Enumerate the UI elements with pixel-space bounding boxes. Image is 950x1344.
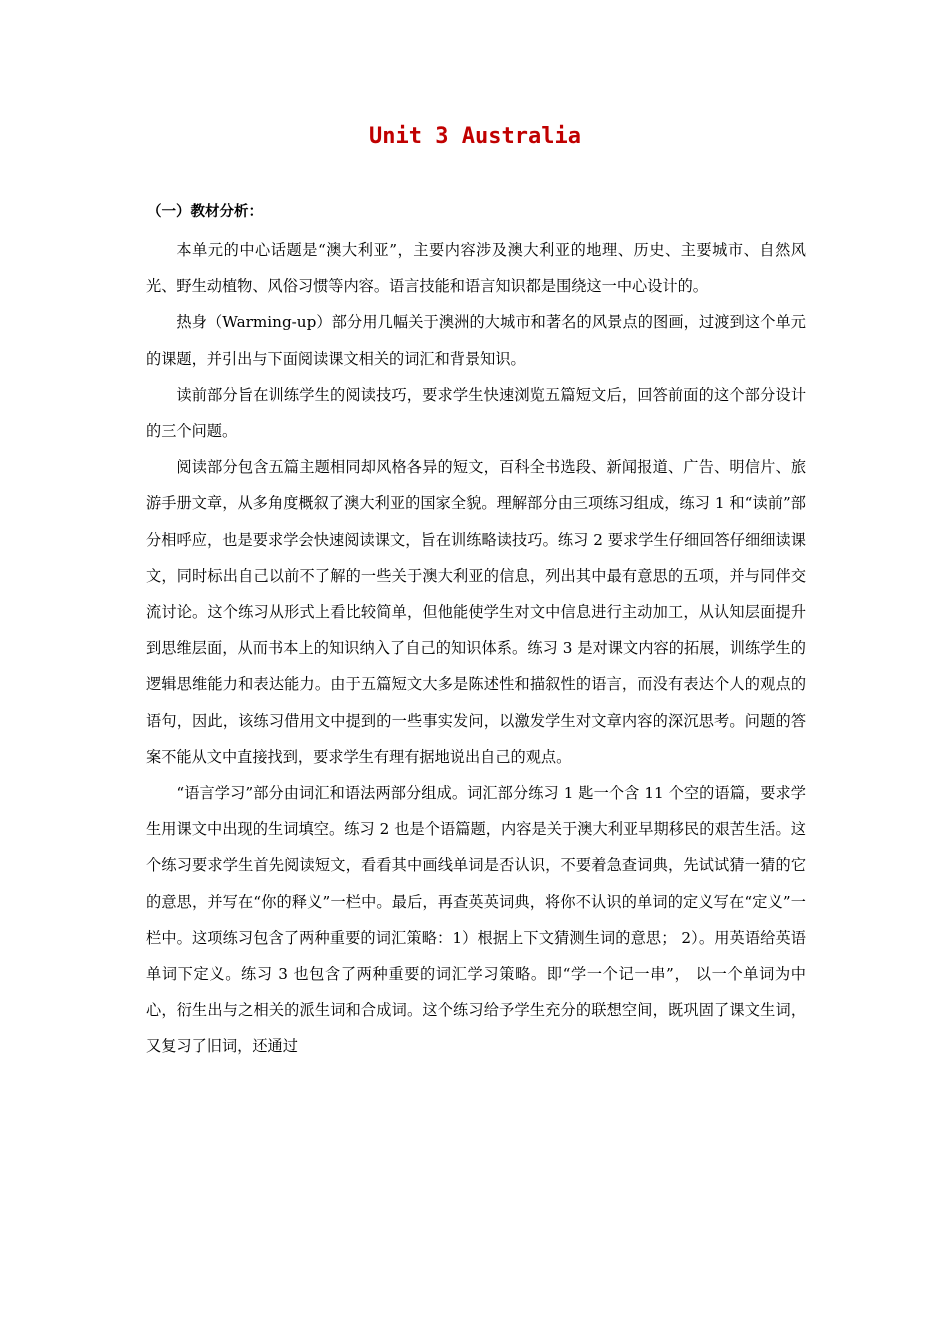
section-heading: （一）教材分析： [147, 204, 263, 220]
paragraph-4: 阅读部分包含五篇主题相同却风格各异的短文，百科全书选段、新闻报道、广告、明信片、旅游手册文章，从多角度概叙了澳大利亚的国家全貌。理解部分由三项练习组成，练习 1 和“读前”部分相呼应，也是要求学会快速阅读课文，旨在训练略读技巧。练习 2 要求学生仔细回答仔细细读课文，同时标出自己以前不了解的一些关于澳大利亚的信息，列出其中最有意思的五项，并与同伴交流讨论。这个练习从形式上看比较简单，但他能使学生对文中信息进行主动加工，从认知层面提升到思维层面，从而书本上的知识纳入了自己的知识体系。练习 3 是对课文内容的拓展，训练学生的逻辑思维能力和表达能力。由于五篇短文大多是陈述性和描叙性的语言，而没有表达个人的观点的语句，因此，该练习借用文中提到的一些事实发问，以激发学生对文章内容的深沉思考。问题的答案不能从文中直接找到，要求学生有理有据地说出自己的观点。 [146, 458, 806, 766]
paragraph-3: 读前部分旨在训练学生的阅读技巧，要求学生快速浏览五篇短文后，回答前面的这个部分设计的三个问题。 [146, 385, 806, 441]
paragraph-2: 热身（Warming-up）部分用几幅关于澳洲的大城市和著名的风景点的图画，过渡到这个单元的课题，并引出与下面阅读课文相关的词汇和背景知识。 [146, 313, 806, 368]
document-title: Unit 3 Australia [369, 124, 581, 149]
body-text [146, 232, 806, 1065]
paragraph-5: “语言学习”部分由词汇和语法两部分组成。词汇部分练习 1 匙一个含 11 个空的语篇，要求学生用课文中出现的生词填空。练习 2 也是个语篇题，内容是关于澳大利亚早期移民的艰苦生活。这个练习要求学生首先阅读短文，看看其中画线单词是否认识，不要着急查词典，先试试猜一猜的它的意思，并写在“你的释义”一栏中。最后，再查英英词典，将你不认识的单词的定义写在“定义”一栏中。这项练习包含了两种重要的词汇策略：1）根据上下文猜测生词的意思； 2）。用英语给英语单词下定义。练习 3 也包含了两种重要的词汇学习策略。即“学一个记一串”， 以一个单词为中心，衍生出与之相关的派生词和合成词。这个练习给予学生充分的联想空间，既巩固了课文生词，又复习了旧词，还通过 [146, 784, 806, 1056]
paragraph-1: 本单元的中心话题是“澳大利亚”，主要内容涉及澳大利亚的地理、历史、主要城市、自然风光、野生动植物、风俗习惯等内容。语言技能和语言知识都是围绕这一中心设计的。 [146, 241, 806, 296]
